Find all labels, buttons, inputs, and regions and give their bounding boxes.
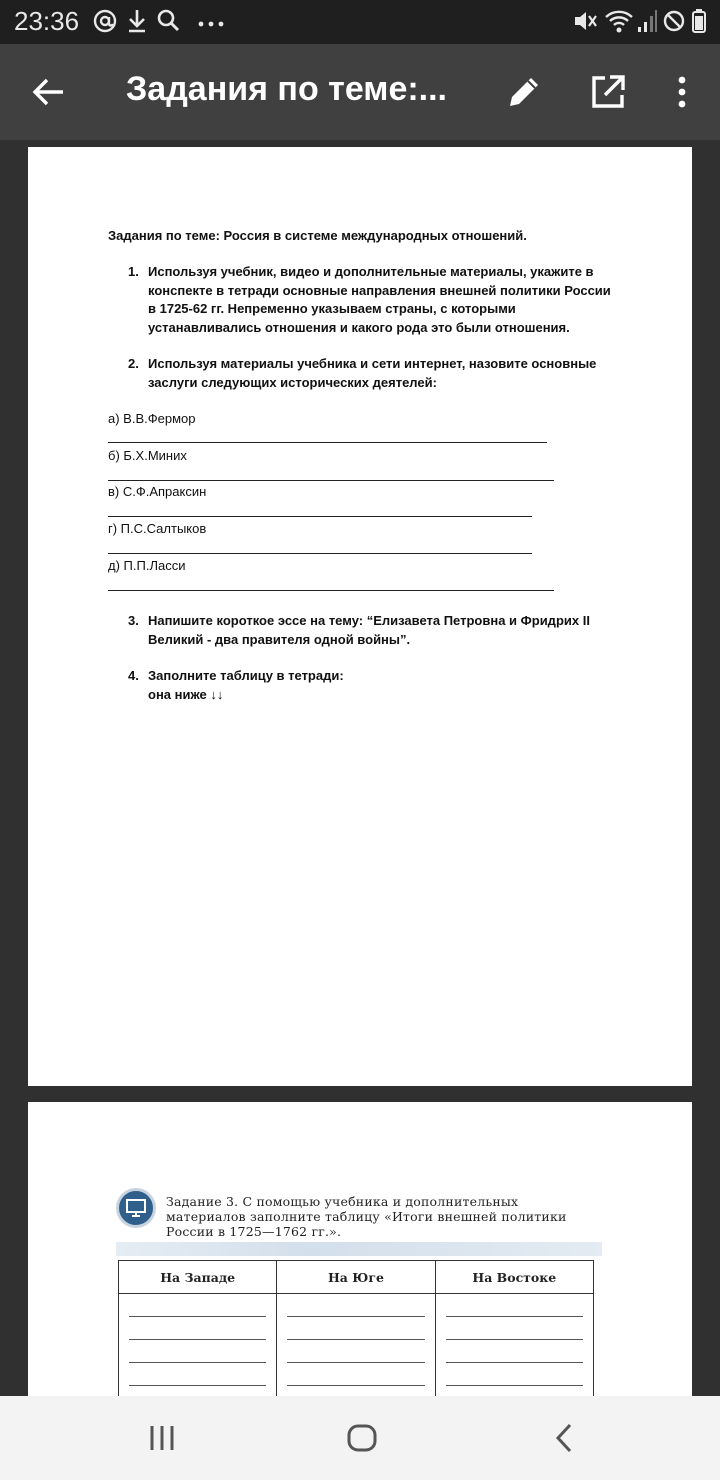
task-text: Используя учебник, видео и дополнительные материалы, укажите в конспекте в тетради основные направления внешней политики России в 1725-62 гг. Непременно указываем страны, с которыми устанавливались отношения и какого рода это были отношения.: [148, 264, 611, 335]
task-4: [128, 667, 618, 704]
mute-icon: [572, 7, 598, 40]
task-number: 4.: [128, 668, 139, 683]
person-apraksin: в) С.Ф.Апраксин: [108, 484, 207, 499]
column-header-south: На Юге: [277, 1261, 435, 1294]
task-3: [128, 612, 618, 649]
answer-line: [108, 590, 554, 591]
recent-apps-icon[interactable]: [142, 1418, 182, 1458]
status-time: 23:36: [14, 6, 80, 36]
document-viewer[interactable]: [0, 140, 720, 1396]
task-2: [128, 355, 618, 392]
task-1: [128, 263, 618, 337]
answer-line: [108, 553, 532, 554]
document-page-1: [28, 147, 692, 1086]
app-bar: [0, 44, 720, 140]
table-cell: [277, 1294, 435, 1397]
task-number: 2.: [128, 356, 139, 371]
column-header-east: На Востоке: [435, 1261, 593, 1294]
at-icon: [92, 7, 118, 40]
person-saltykov: г) П.С.Салтыков: [108, 521, 207, 536]
signal-icon: [636, 7, 658, 40]
scan-band: [116, 1242, 602, 1256]
download-icon: [126, 7, 148, 40]
search-icon: [156, 7, 182, 40]
person-fermor: а) В.В.Фермор: [108, 411, 196, 426]
battery-icon: [690, 7, 708, 40]
overflow-menu-icon[interactable]: [656, 66, 708, 118]
task-text: Используя материалы учебника и сети интернет, назовите основные заслуги следующих исторических деятелей:: [148, 356, 597, 390]
open-external-icon[interactable]: [582, 66, 634, 118]
back-arrow-icon[interactable]: [22, 66, 74, 118]
home-icon[interactable]: [342, 1418, 382, 1458]
answer-line: [108, 480, 554, 481]
table-cell: [119, 1294, 277, 1397]
wifi-icon: [604, 7, 634, 40]
back-icon[interactable]: [544, 1418, 584, 1458]
task-number: 3.: [128, 613, 139, 628]
document-title: Задания по теме: Россия в системе международных отношений.: [108, 228, 527, 243]
task-text: Напишите короткое эссе на тему: “Елизавета Петровна и Фридрих II Великий - два правителя одной войны”.: [148, 613, 590, 647]
task-text: Заполните таблицу в тетради:: [148, 668, 344, 683]
textbook-task-text: Задание 3. С помощью учебника и дополнительных материалов заполните таблицу «Итоги внешней политики России в 1725—1762 гг.».: [166, 1194, 567, 1239]
task-number: 1.: [128, 264, 139, 279]
results-table: [118, 1260, 594, 1396]
column-header-west: На Западе: [119, 1261, 277, 1294]
navigation-bar: [0, 1396, 720, 1480]
person-minikh: б) Б.Х.Миних: [108, 448, 187, 463]
task-subtext: она ниже ↓↓: [148, 686, 224, 702]
answer-line: [108, 516, 532, 517]
status-bar: [0, 0, 720, 44]
more-dots-icon: [198, 16, 224, 34]
monitor-icon: [116, 1188, 156, 1228]
do-not-disturb-icon: [662, 7, 686, 40]
person-lassi: д) П.П.Ласси: [108, 558, 186, 573]
edit-pencil-icon[interactable]: [498, 66, 550, 118]
page-title: Задания по теме:...: [126, 70, 448, 108]
answer-line: [108, 442, 547, 443]
table-cell: [435, 1294, 593, 1397]
document-page-2: [28, 1102, 692, 1396]
